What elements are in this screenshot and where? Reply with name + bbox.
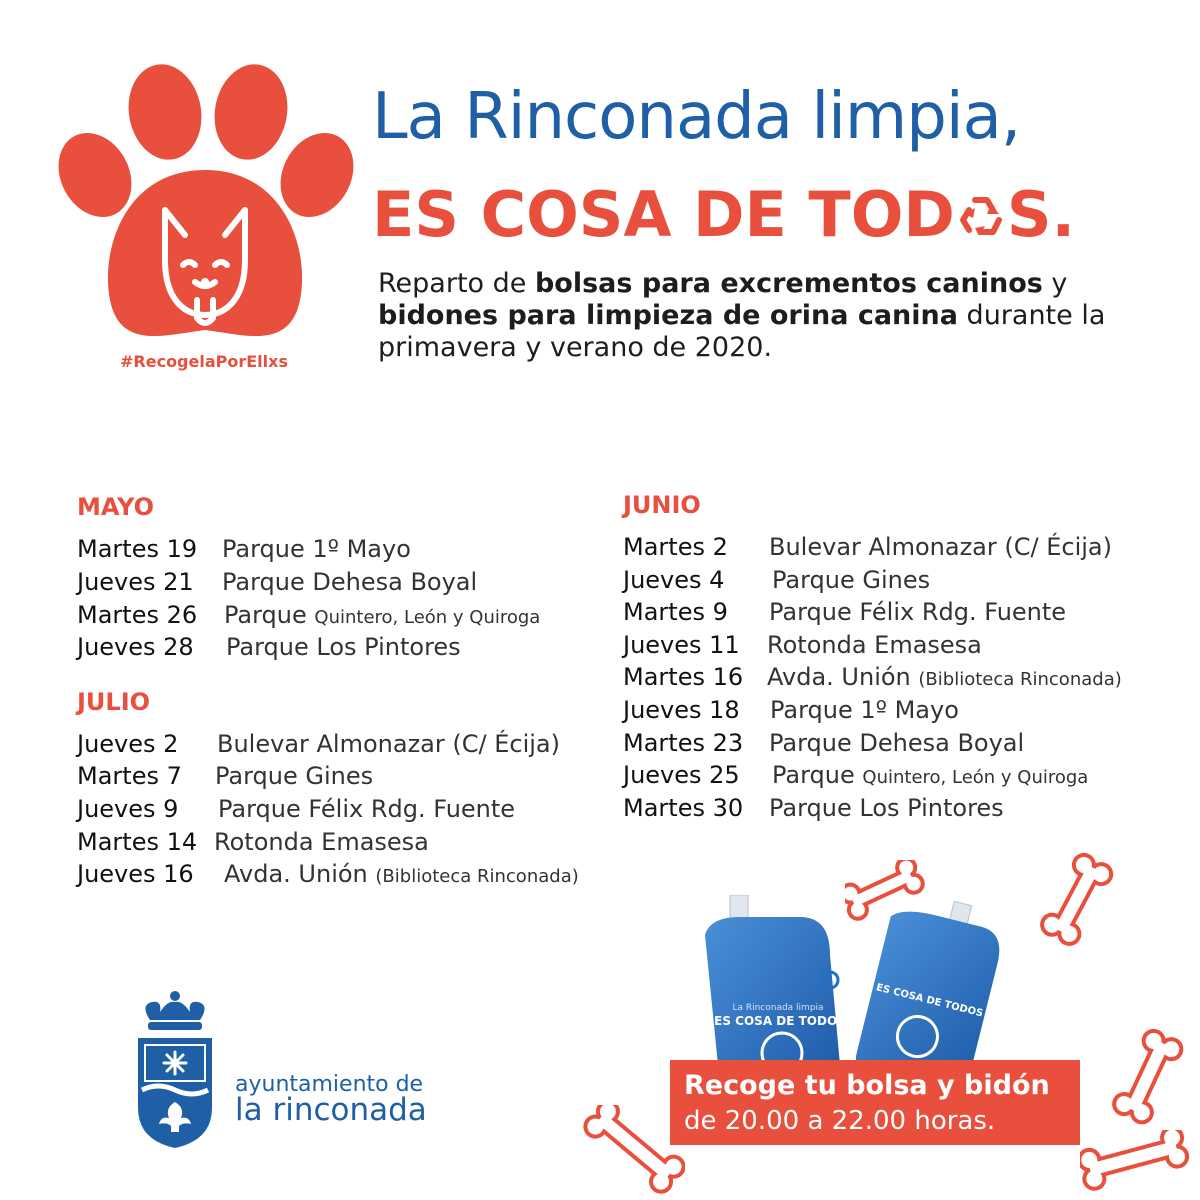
row-day: Martes 23 bbox=[623, 729, 744, 757]
intro-text-1: Reparto de bbox=[378, 268, 535, 299]
schedule-row bbox=[77, 730, 560, 758]
intro-text-2: y bbox=[1042, 268, 1068, 299]
cta-box bbox=[670, 1060, 1080, 1145]
row-place: Parque Gines bbox=[215, 762, 374, 790]
row-day: Jueves 2 bbox=[77, 730, 179, 758]
row-place-note: Quintero, León y Quiroga bbox=[314, 607, 541, 628]
schedule-row bbox=[623, 696, 959, 724]
schedule-row bbox=[623, 566, 931, 594]
row-day: Martes 16 bbox=[623, 663, 744, 691]
schedule-row bbox=[623, 631, 982, 659]
headline-line2-part2: S. bbox=[1006, 178, 1076, 251]
schedule-row bbox=[77, 795, 516, 823]
bone-icon bbox=[1080, 1130, 1190, 1200]
row-place-main: Parque bbox=[772, 761, 855, 789]
schedule-row bbox=[77, 568, 478, 596]
hashtag: #RecogelaPorEllxs bbox=[120, 352, 288, 371]
row-day: Jueves 25 bbox=[623, 761, 740, 789]
row-day: Martes 9 bbox=[623, 598, 728, 626]
row-place: Bulevar Almonazar (C/ Écija) bbox=[769, 533, 1112, 561]
row-day: Martes 2 bbox=[623, 533, 728, 561]
month-title-julio: JULIO bbox=[77, 688, 151, 716]
row-place: Parque 1º Mayo bbox=[770, 696, 959, 724]
bottle-label-1: La Rinconada limpia bbox=[732, 1003, 824, 1013]
bone-icon bbox=[575, 1105, 685, 1200]
schedule-row bbox=[77, 860, 579, 888]
schedule-row bbox=[77, 535, 411, 563]
schedule-row bbox=[623, 794, 1004, 822]
row-day: Martes 14 bbox=[77, 828, 198, 856]
ayuntamiento-label: ayuntamiento de bbox=[235, 1072, 424, 1097]
recycle-icon bbox=[955, 190, 1007, 242]
row-day: Martes 26 bbox=[77, 601, 198, 629]
row-place bbox=[767, 663, 1122, 691]
intro-text-3: durante la primavera y verano de 2020. bbox=[378, 300, 1106, 363]
row-place: Parque Félix Rdg. Fuente bbox=[769, 598, 1067, 626]
month-title-mayo: MAYO bbox=[77, 493, 155, 521]
paw-logo-icon bbox=[55, 60, 355, 360]
schedule-row bbox=[623, 663, 1122, 691]
row-day: Jueves 16 bbox=[77, 860, 194, 888]
headline-line1: La Rinconada limpia, bbox=[372, 80, 1021, 154]
schedule-row bbox=[77, 828, 429, 856]
intro-text bbox=[378, 268, 1138, 364]
bone-icon bbox=[1110, 1020, 1200, 1140]
row-day: Jueves 21 bbox=[77, 568, 194, 596]
headline-line2-part1: ES COSA DE TOD bbox=[372, 178, 955, 251]
row-place: Parque Los Pintores bbox=[769, 794, 1004, 822]
row-place-note: Quintero, León y Quiroga bbox=[862, 767, 1089, 788]
schedule-row bbox=[623, 598, 1067, 626]
schedule-row bbox=[623, 729, 1025, 757]
row-place: Rotonda Emasesa bbox=[214, 828, 429, 856]
schedule-row bbox=[623, 761, 1089, 789]
row-place-main: Avda. Unión bbox=[767, 663, 911, 691]
row-place-note: (Biblioteca Rinconada) bbox=[918, 669, 1122, 690]
row-day: Jueves 18 bbox=[623, 696, 740, 724]
cta-line2: de 20.00 a 22.00 horas. bbox=[684, 1106, 996, 1136]
bottle-label-2: ES COSA DE TODOS bbox=[874, 982, 984, 1020]
row-day: Jueves 4 bbox=[623, 566, 725, 594]
schedule-row bbox=[77, 762, 374, 790]
intro-bold-2: bidones para limpieza de orina canina bbox=[378, 300, 958, 331]
row-place: Parque Los Pintores bbox=[226, 633, 461, 661]
row-place: Parque Dehesa Boyal bbox=[222, 568, 478, 596]
row-day: Jueves 9 bbox=[77, 795, 179, 823]
intro-bold-1: bolsas para excrementos caninos bbox=[534, 268, 1043, 299]
row-place bbox=[224, 601, 540, 629]
row-place: Rotonda Emasesa bbox=[767, 631, 982, 659]
crown-shield-icon bbox=[130, 990, 220, 1150]
row-place bbox=[772, 761, 1088, 789]
cta-line1: Recoge tu bolsa y bidón bbox=[684, 1070, 1050, 1101]
bone-icon bbox=[1040, 850, 1130, 960]
row-day: Jueves 28 bbox=[77, 633, 194, 661]
row-place: Bulevar Almonazar (C/ Écija) bbox=[217, 730, 560, 758]
row-day: Martes 30 bbox=[623, 794, 744, 822]
municipality-name: la rinconada bbox=[235, 1092, 427, 1128]
row-place-main: Avda. Unión bbox=[224, 860, 368, 888]
row-place: Parque Gines bbox=[772, 566, 931, 594]
row-place: Parque Félix Rdg. Fuente bbox=[218, 795, 516, 823]
row-day: Jueves 11 bbox=[623, 631, 740, 659]
bottle-label-2: ES COSA DE TODOS bbox=[714, 1014, 846, 1028]
bottle-icon bbox=[700, 895, 1000, 1085]
row-place: Parque 1º Mayo bbox=[222, 535, 411, 563]
schedule-row bbox=[623, 533, 1112, 561]
row-day: Martes 7 bbox=[77, 762, 182, 790]
row-place-main: Parque bbox=[224, 601, 307, 629]
row-place-note: (Biblioteca Rinconada) bbox=[375, 866, 579, 887]
row-place: Parque Dehesa Boyal bbox=[769, 729, 1025, 757]
schedule-row bbox=[77, 633, 461, 661]
month-title-junio: JUNIO bbox=[623, 491, 701, 519]
row-place bbox=[224, 860, 579, 888]
row-day: Martes 19 bbox=[77, 535, 198, 563]
headline-line2 bbox=[372, 178, 1075, 251]
schedule-row bbox=[77, 601, 541, 629]
